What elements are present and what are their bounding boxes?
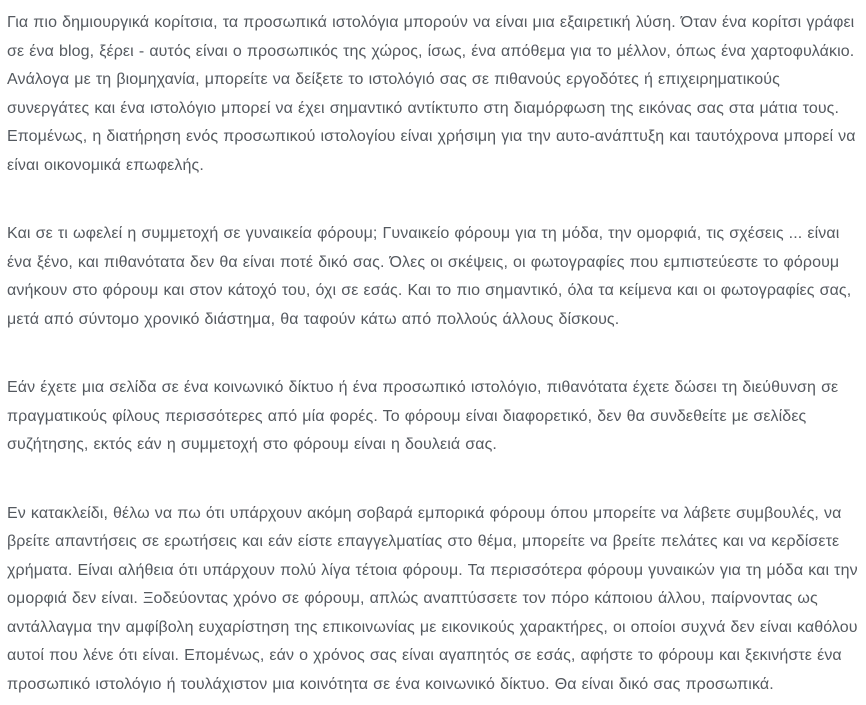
paragraph-personal-blogs: Για πιο δημιουργικά κορίτσια, τα προσωπικά ιστολόγια μπορούν να είναι μια εξαιρετική λύση. Όταν ένα κορίτσι γράφει σε ένα blog, ξέρει - αυτός είναι ο προσωπικός της χώρος, ίσως, ένα απόθεμα για το μέλλον, όπως ένα χαρτοφυλάκιο. Ανάλογα με τη βιομηχανία, μπορείτε να δείξετε το ιστολόγιό σας σε πιθανούς εργοδότες ή επιχειρηματικούς συνεργάτες και ένα ιστολόγιο μπορεί να έχει σημαντικό αντίκτυπο στη διαμόρφωση της εικόνας σας στα μάτια τους. Επομένως, η διατήρηση ενός προσωπικού ιστολογίου είναι χρήσιμη για την αυτο-ανάπτυξη και ταυτόχρονα μπορεί να είναι οικονομικά επωφελής.	[7, 14, 856, 174]
paragraph-social-network-page: Εάν έχετε μια σελίδα σε ένα κοινωνικό δίκτυο ή ένα προσωπικό ιστολόγιο, πιθανότατα έχετε δώσει τη διεύθυνση σε πραγματικούς φίλους περισσότερες από μία φορές. Το φόρουμ είναι διαφορετικό, δεν θα συνδεθείτε με σελίδες συζήτησης, εκτός εάν η συμμετοχή στο φόρουμ είναι η δουλειά σας.	[7, 379, 839, 453]
paragraph-conclusion: Εν κατακλείδι, θέλω να πω ότι υπάρχουν ακόμη σοβαρά εμπορικά φόρουμ όπου μπορείτε να λάβετε συμβουλές, να βρείτε απαντήσεις σε ερωτήσεις και εάν είστε επαγγελματίας στο θέμα, μπορείτε να βρείτε πελάτες και να κερδίσετε χρήματα. Είναι αλήθεια ότι υπάρχουν πολύ λίγα τέτοια φόρουμ. Τα περισσότερα φόρουμ γυναικών για τη μόδα και την ομορφιά δεν είναι. Ξοδεύοντας χρόνο σε φόρουμ, απλώς αναπτύσσετε τον πόρο κάποιου άλλου, παίρνοντας ως αντάλλαγμα την αμφίβολη ευχαρίστηση της επικοινωνίας με εικονικούς χαρακτήρες, οι οποίοι συχνά δεν είναι καθόλου αυτοί που λένε ότι είναι. Επομένως, εάν ο χρόνος σας είναι αγαπητός σε εσάς, αφήστε το φόρουμ και ξεκινήστε ένα προσωπικό ιστολόγιο ή τουλάχιστον μια κοινότητα σε ένα κοινωνικό δίκτυο. Θα είναι δικό σας προσωπικά.	[7, 504, 858, 693]
paragraph-forum-ownership: Και σε τι ωφελεί η συμμετοχή σε γυναικεία φόρουμ; Γυναικείο φόρουμ για τη μόδα, την ομορφιά, τις σχέσεις ... είναι ένα ξένο, και πιθανότατα δεν θα είναι ποτέ δικό σας. Όλες οι σκέψεις, οι φωτογραφίες που εμπιστεύεστε το φόρουμ ανήκουν στο φόρουμ και στον κάτοχό του, όχι σε εσάς. Και το πιο σημαντικό, όλα τα κείμενα και οι φωτογραφίες σας, μετά από σύντομο χρονικό διάστημα, θα ταφούν κάτω από πολλούς άλλους δίσκους.	[7, 225, 852, 328]
